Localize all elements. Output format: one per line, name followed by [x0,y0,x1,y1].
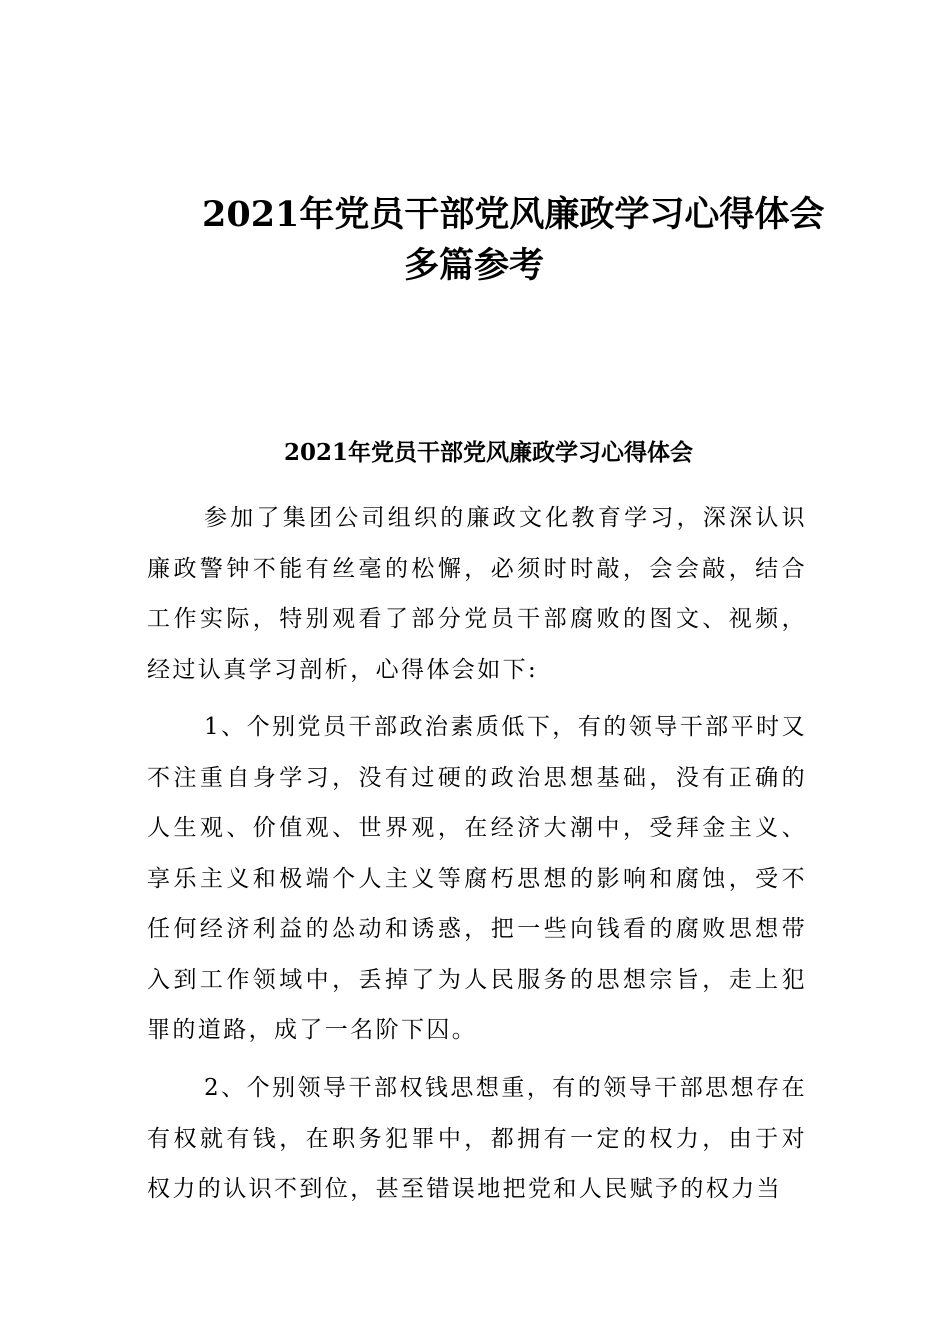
document-title-line-1: 2021年党员干部党风廉政学习心得体会 [202,194,825,235]
document-title-line-2: 多篇参考 [404,245,545,286]
paragraph-intro: 参加了集团公司组织的廉政文化教育学习，深深认识廉政警钟不能有丝毫的松懈，必须时时敲，会会敲，结合工作实际，特别观看了部分党员干部腐败的图文、视频，经过认真学习剖析，心得体会如下: [147,505,807,683]
paragraph-point-1: 1、个别党员干部政治素质低下，有的领导干部平时又不注重自身学习，没有过硬的政治思想基础，没有正确的人生观、价值观、世界观，在经济大潮中，受拜金主义、享乐主义和极端个人主义等腐朽思想的影响和腐蚀，受不任何经济利益的怂动和诱惑，把一些向钱看的腐败思想带入到工作领域中，丢掉了为人民服务的思想宗旨，走上犯罪的道路，成了一名阶下囚。 [147,714,807,1043]
paragraph-point-2: 2、个别领导干部权钱思想重，有的领导干部思想存在有权就有钱，在职务犯罪中，都拥有一定的权力，由于对权力的认识不到位，甚至错误地把党和人民赋予的权力当 [147,1075,807,1202]
section-title: 2021年党员干部党风廉政学习心得体会 [284,439,694,466]
